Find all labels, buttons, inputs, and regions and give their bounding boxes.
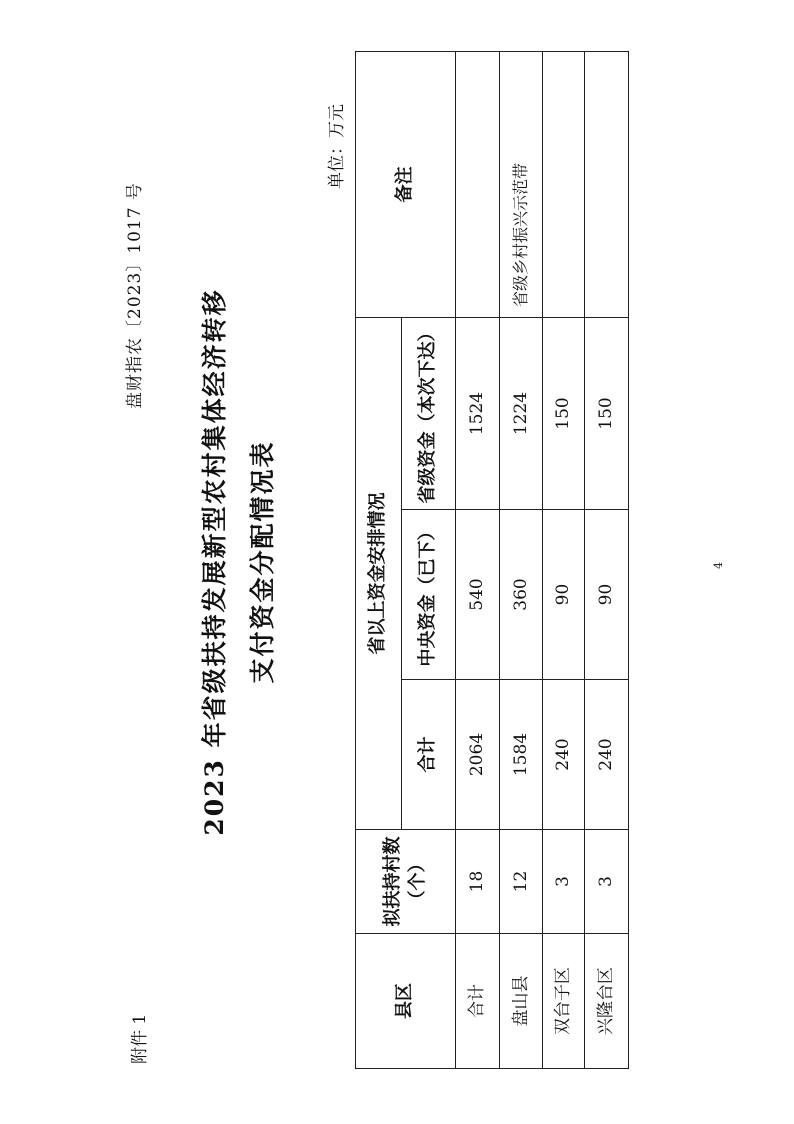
attachment-label: 附件 1 bbox=[130, 1013, 150, 1064]
document-number: 盘财指农〔2023〕1017 号 bbox=[125, 182, 145, 409]
cell-county: 盘山县 bbox=[500, 934, 543, 1069]
unit-label: 单位：万元 bbox=[327, 104, 347, 189]
cell-provincial: 150 bbox=[585, 318, 629, 510]
cell-central: 360 bbox=[500, 510, 543, 680]
header-villages: 拟扶持村数（个） bbox=[356, 830, 456, 934]
cell-county: 合计 bbox=[456, 934, 500, 1069]
cell-remark bbox=[585, 52, 629, 318]
cell-total: 1584 bbox=[500, 680, 543, 830]
table-row bbox=[500, 52, 543, 1069]
cell-central: 540 bbox=[456, 510, 500, 680]
cell-villages: 3 bbox=[543, 830, 585, 934]
header-fund-group: 省以上资金安排情况 bbox=[356, 318, 402, 830]
header-county: 县区 bbox=[356, 934, 456, 1069]
cell-total: 2064 bbox=[456, 680, 500, 830]
cell-villages: 12 bbox=[500, 830, 543, 934]
cell-county: 双台子区 bbox=[543, 934, 585, 1069]
cell-remark bbox=[543, 52, 585, 318]
header-total: 合计 bbox=[402, 680, 456, 830]
table-row bbox=[543, 52, 585, 1069]
cell-remark bbox=[456, 52, 500, 318]
cell-remark: 省级乡村振兴示范带 bbox=[500, 52, 543, 318]
cell-central: 90 bbox=[585, 510, 629, 680]
table-row bbox=[585, 52, 629, 1069]
page-title: 2023 年省级扶持发展新型农村集体经济转移 bbox=[200, 288, 229, 836]
allocation-table bbox=[355, 51, 629, 1069]
cell-total: 240 bbox=[543, 680, 585, 830]
cell-provincial: 1224 bbox=[500, 318, 543, 510]
cell-total: 240 bbox=[585, 680, 629, 830]
header-remark: 备注 bbox=[356, 52, 456, 318]
cell-provincial: 1524 bbox=[456, 318, 500, 510]
page-subtitle: 支付资金分配情况表 bbox=[248, 440, 277, 684]
cell-county: 兴隆台区 bbox=[585, 934, 629, 1069]
header-provincial: 省级资金（本次下达） bbox=[402, 318, 456, 510]
cell-villages: 3 bbox=[585, 830, 629, 934]
header-central: 中央资金（已下） bbox=[402, 510, 456, 680]
cell-provincial: 150 bbox=[543, 318, 585, 510]
cell-villages: 18 bbox=[456, 830, 500, 934]
table-row bbox=[456, 52, 500, 1069]
cell-central: 90 bbox=[543, 510, 585, 680]
page-number: 4 bbox=[712, 562, 725, 569]
